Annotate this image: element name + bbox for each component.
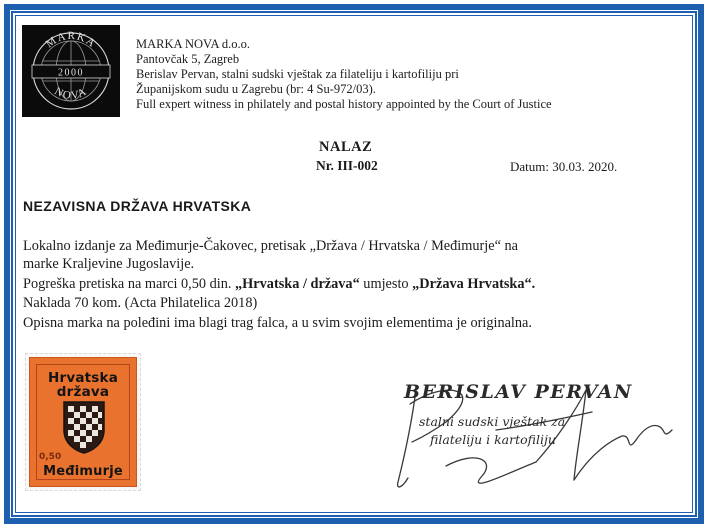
- company-address: Pantovčak 5, Zagreb: [136, 52, 240, 66]
- body-line-4: Naklada 70 kom. (Acta Philatelica 2018): [23, 295, 258, 311]
- marka-nova-logo: [22, 25, 120, 117]
- court-line: Županijskom sudu u Zagrebu (br: 4 Su-972/03).: [136, 82, 376, 96]
- body-line-3-bold-2: „Država Hrvatska“.: [412, 276, 536, 292]
- section-title: NEZAVISNA DRŽAVA HRVATSKA: [23, 198, 252, 214]
- logo-bottom-text: NOVA: [52, 85, 90, 103]
- logo-year: 2000: [58, 67, 84, 79]
- stamp-image: [29, 357, 137, 487]
- certificate-title: NALAZ: [319, 139, 373, 155]
- certificate-number: Nr. III-002: [316, 158, 378, 173]
- company-name: MARKA NOVA d.o.o.: [136, 37, 251, 51]
- body-line-2: marke Kraljevine Jugoslavije.: [23, 256, 195, 272]
- globe-logo-icon: [22, 25, 120, 117]
- body-line-3-bold-1: „Hrvatska / država“: [235, 276, 360, 292]
- stamp-overprint-drzava: država: [56, 384, 110, 400]
- logo-top-text: MARKA: [43, 29, 99, 51]
- stamp-value: 0,50: [39, 452, 62, 462]
- stamp-overprint-hrvatska: Hrvatska: [47, 370, 119, 386]
- body-line-1: Lokalno izdanje za Međimurje-Čakovec, pretisak „Država / Hrvatska / Međimurje“ na: [23, 238, 519, 254]
- signature-name: BERISLAV PERVAN: [404, 381, 633, 403]
- stamp-overprint-medimurje: Međimurje: [43, 464, 123, 479]
- expert-line: Berislav Pervan, stalni sudski vještak za filateliju i kartofiliju pri: [136, 67, 459, 81]
- signature-title-line-1: stalni sudski vještak za: [419, 414, 566, 429]
- body-line-5: Opisna marka na poleđini ima blagi trag falca, a u svim svojim elementima je originalna.: [23, 315, 532, 331]
- english-line: Full expert witness in philately and postal history appointed by the Court of Justice: [136, 97, 552, 111]
- body-line-3: [23, 276, 535, 293]
- body-line-3-mid: umjesto: [359, 276, 413, 292]
- croatian-shield-icon: [62, 400, 106, 454]
- certificate-date: Datum: 30.03. 2020.: [510, 159, 618, 174]
- body-line-3-pre: Pogreška pretiska na marci 0,50 din.: [23, 276, 236, 292]
- signature-title-line-2: filateliju i kartofiliju: [430, 432, 556, 447]
